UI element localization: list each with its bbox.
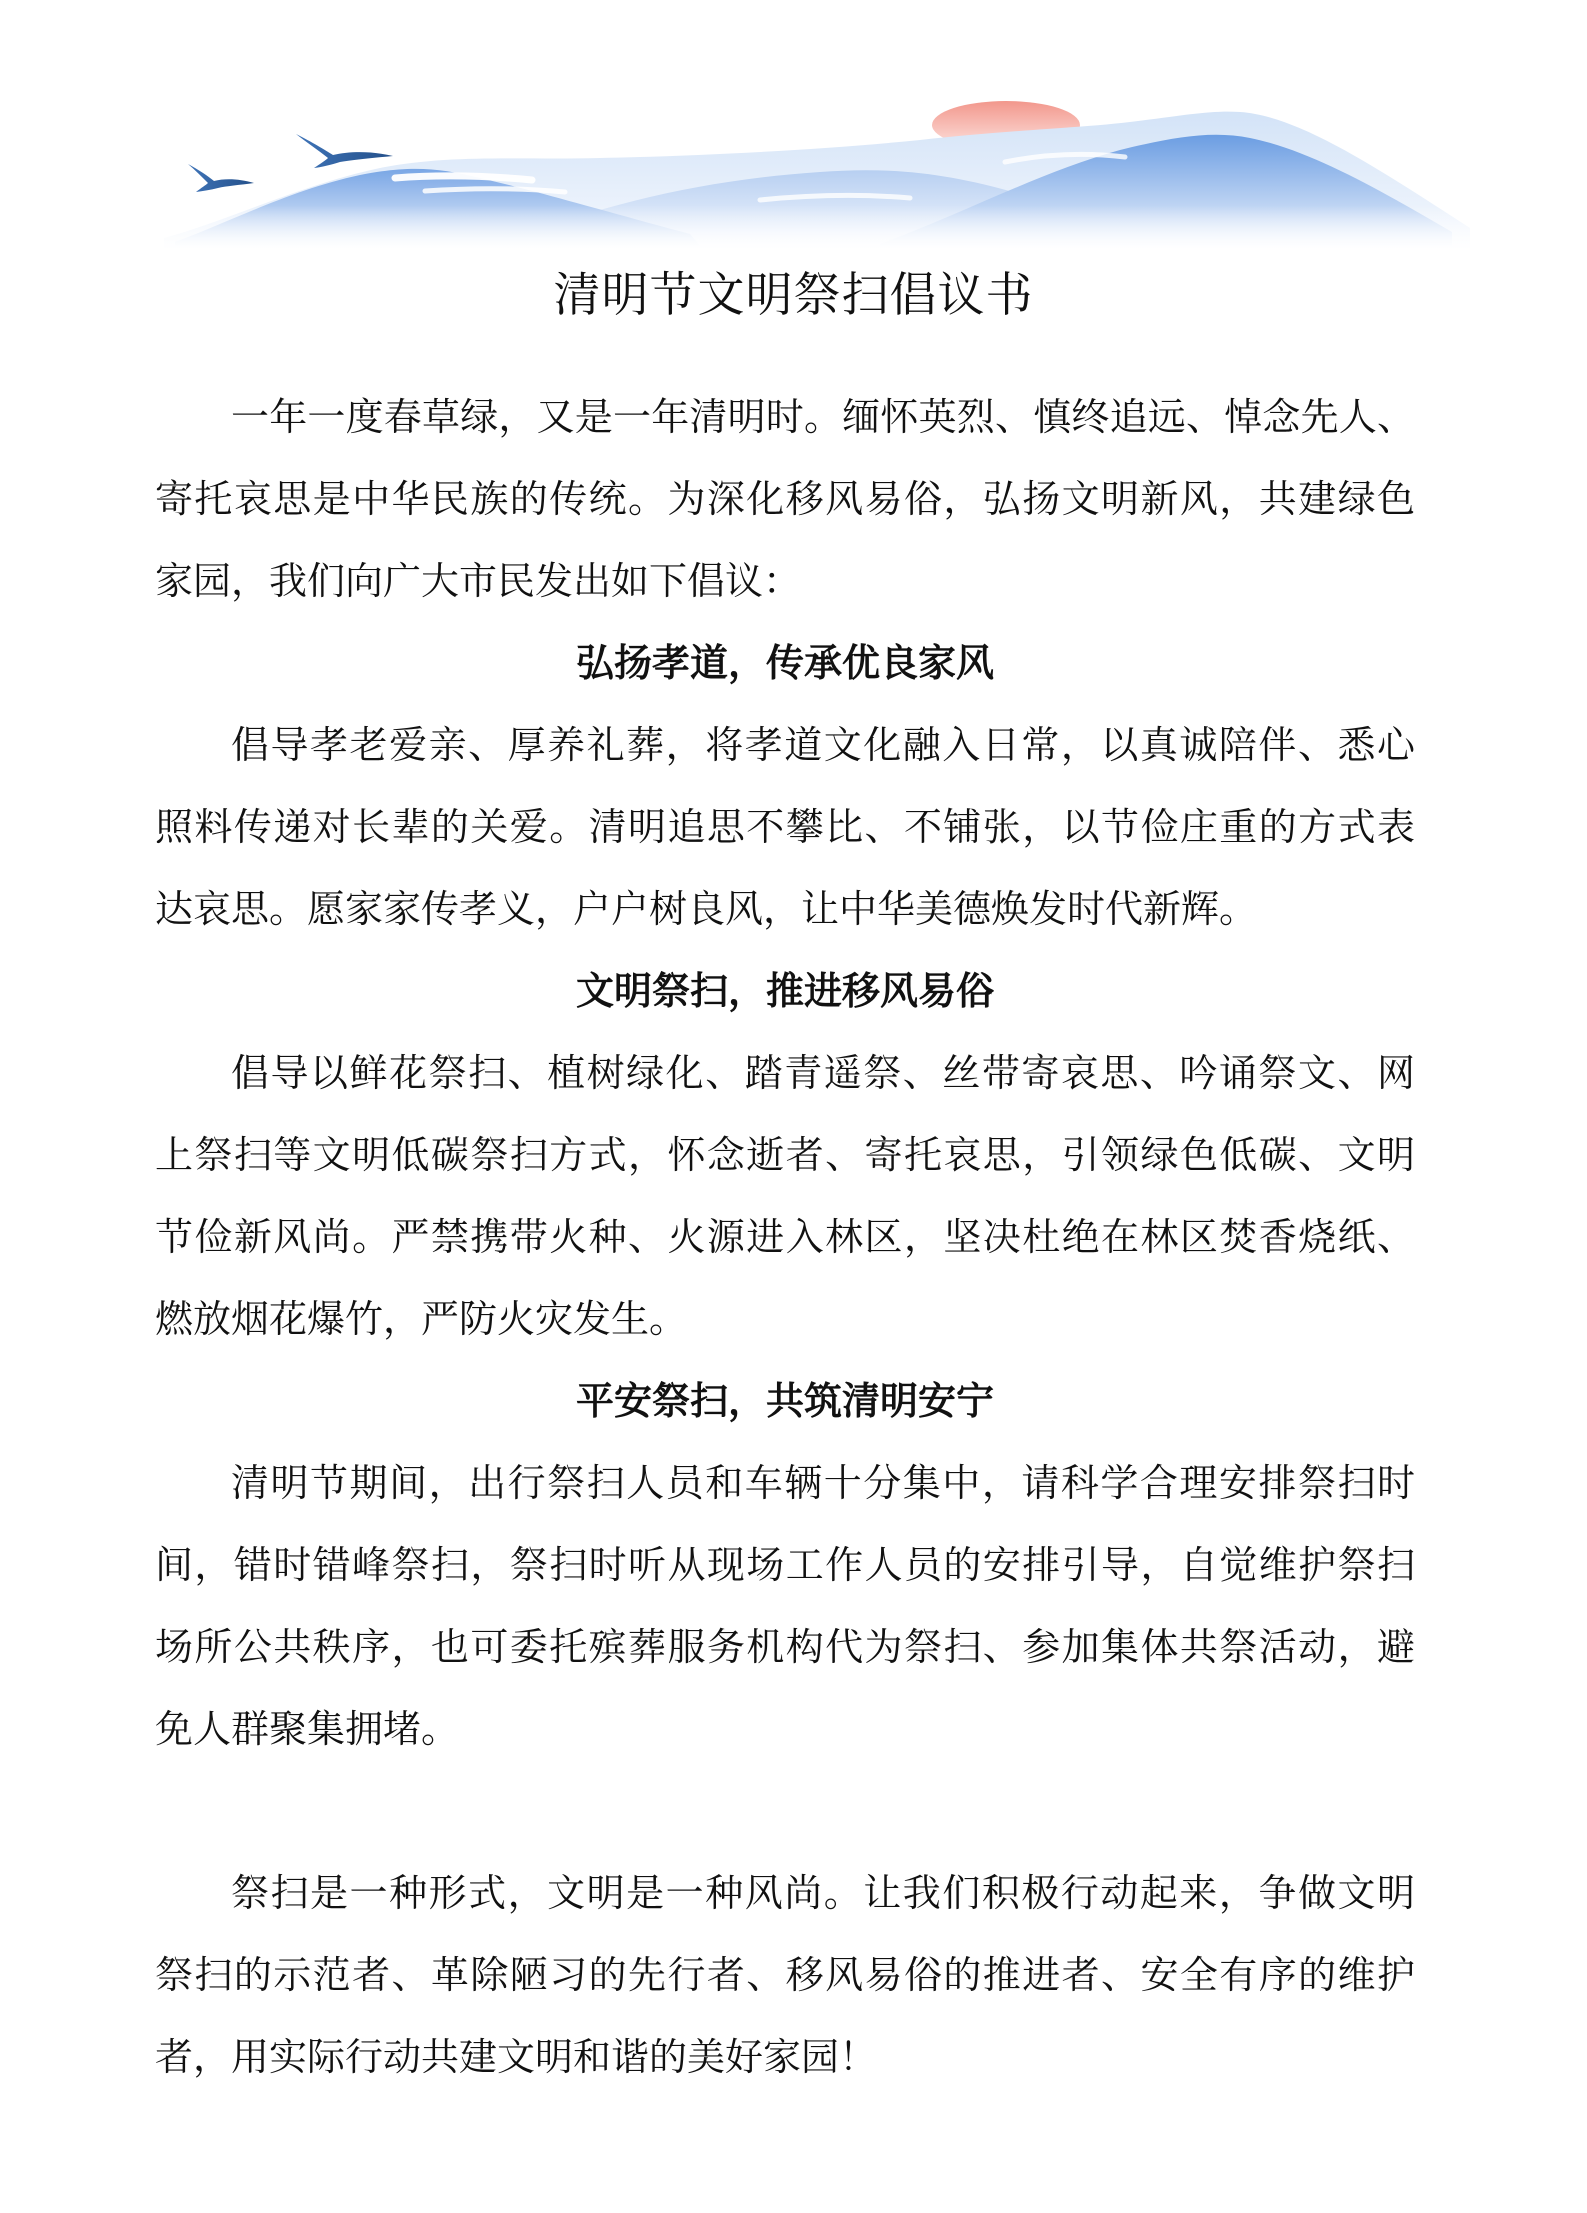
section-paragraph bbox=[155, 1442, 1415, 1770]
intro-paragraph bbox=[155, 376, 1415, 622]
text-line: 一年一度春草绿，又是一年清明时。缅怀英烈、慎终追远、悼念先人、 bbox=[231, 395, 1415, 439]
text-line: 倡导以鲜花祭扫、植树绿化、踏青遥祭、丝带寄哀思、吟诵祭文、网 bbox=[231, 1051, 1415, 1095]
text-line: 祭扫的示范者、革除陋习的先行者、移风易俗的推进者、安全有序的维护 bbox=[155, 1953, 1415, 1997]
closing-paragraph bbox=[155, 1852, 1415, 2098]
text-line: 燃放烟花爆竹，严防火灾发生。 bbox=[155, 1297, 688, 1341]
text-line: 节俭新风尚。严禁携带火种、火源进入林区，坚决杜绝在林区焚香烧纸、 bbox=[155, 1215, 1415, 1259]
section-heading: 平安祭扫，共筑清明安宁 bbox=[575, 1378, 994, 1423]
section-heading: 文明祭扫，推进移风易俗 bbox=[575, 968, 994, 1013]
text-line: 照料传递对长辈的关爱。清明追思不攀比、不铺张，以节俭庄重的方式表 bbox=[155, 805, 1415, 849]
mist-fade bbox=[150, 205, 1490, 250]
text-line: 达哀思。愿家家传孝义，户户树良风，让中华美德焕发时代新辉。 bbox=[155, 887, 1258, 931]
text-line: 祭扫是一种形式，文明是一种风尚。让我们积极行动起来，争做文明 bbox=[231, 1871, 1415, 1915]
text-line: 家园，我们向广大市民发出如下倡议： bbox=[155, 559, 802, 603]
text-line: 倡导孝老爱亲、厚养礼葬，将孝道文化融入日常，以真诚陪伴、悉心 bbox=[231, 723, 1415, 767]
section-paragraph bbox=[155, 1032, 1415, 1360]
landscape-header-illustration bbox=[0, 0, 1587, 260]
text-line: 场所公共秩序，也可委托殡葬服务机构代为祭扫、参加集体共祭活动，避 bbox=[155, 1625, 1415, 1669]
document-body bbox=[155, 376, 1415, 2098]
bird-icon bbox=[188, 164, 254, 192]
document-title: 清明节文明祭扫倡议书 bbox=[553, 268, 1034, 323]
bird-icon bbox=[296, 134, 393, 168]
section-heading: 弘扬孝道，传承优良家风 bbox=[575, 640, 994, 685]
text-line: 者，用实际行动共建文明和谐的美好家园！ bbox=[155, 2035, 878, 2079]
text-line: 寄托哀思是中华民族的传统。为深化移风易俗，弘扬文明新风，共建绿色 bbox=[155, 477, 1415, 521]
text-line: 清明节期间，出行祭扫人员和车辆十分集中，请科学合理安排祭扫时 bbox=[231, 1461, 1415, 1505]
text-line: 上祭扫等文明低碳祭扫方式，怀念逝者、寄托哀思，引领绿色低碳、文明 bbox=[155, 1133, 1415, 1177]
section-paragraph bbox=[155, 704, 1415, 950]
text-line: 免人群聚集拥堵。 bbox=[155, 1707, 460, 1751]
text-line: 间，错时错峰祭扫，祭扫时听从现场工作人员的安排引导，自觉维护祭扫 bbox=[155, 1543, 1415, 1587]
